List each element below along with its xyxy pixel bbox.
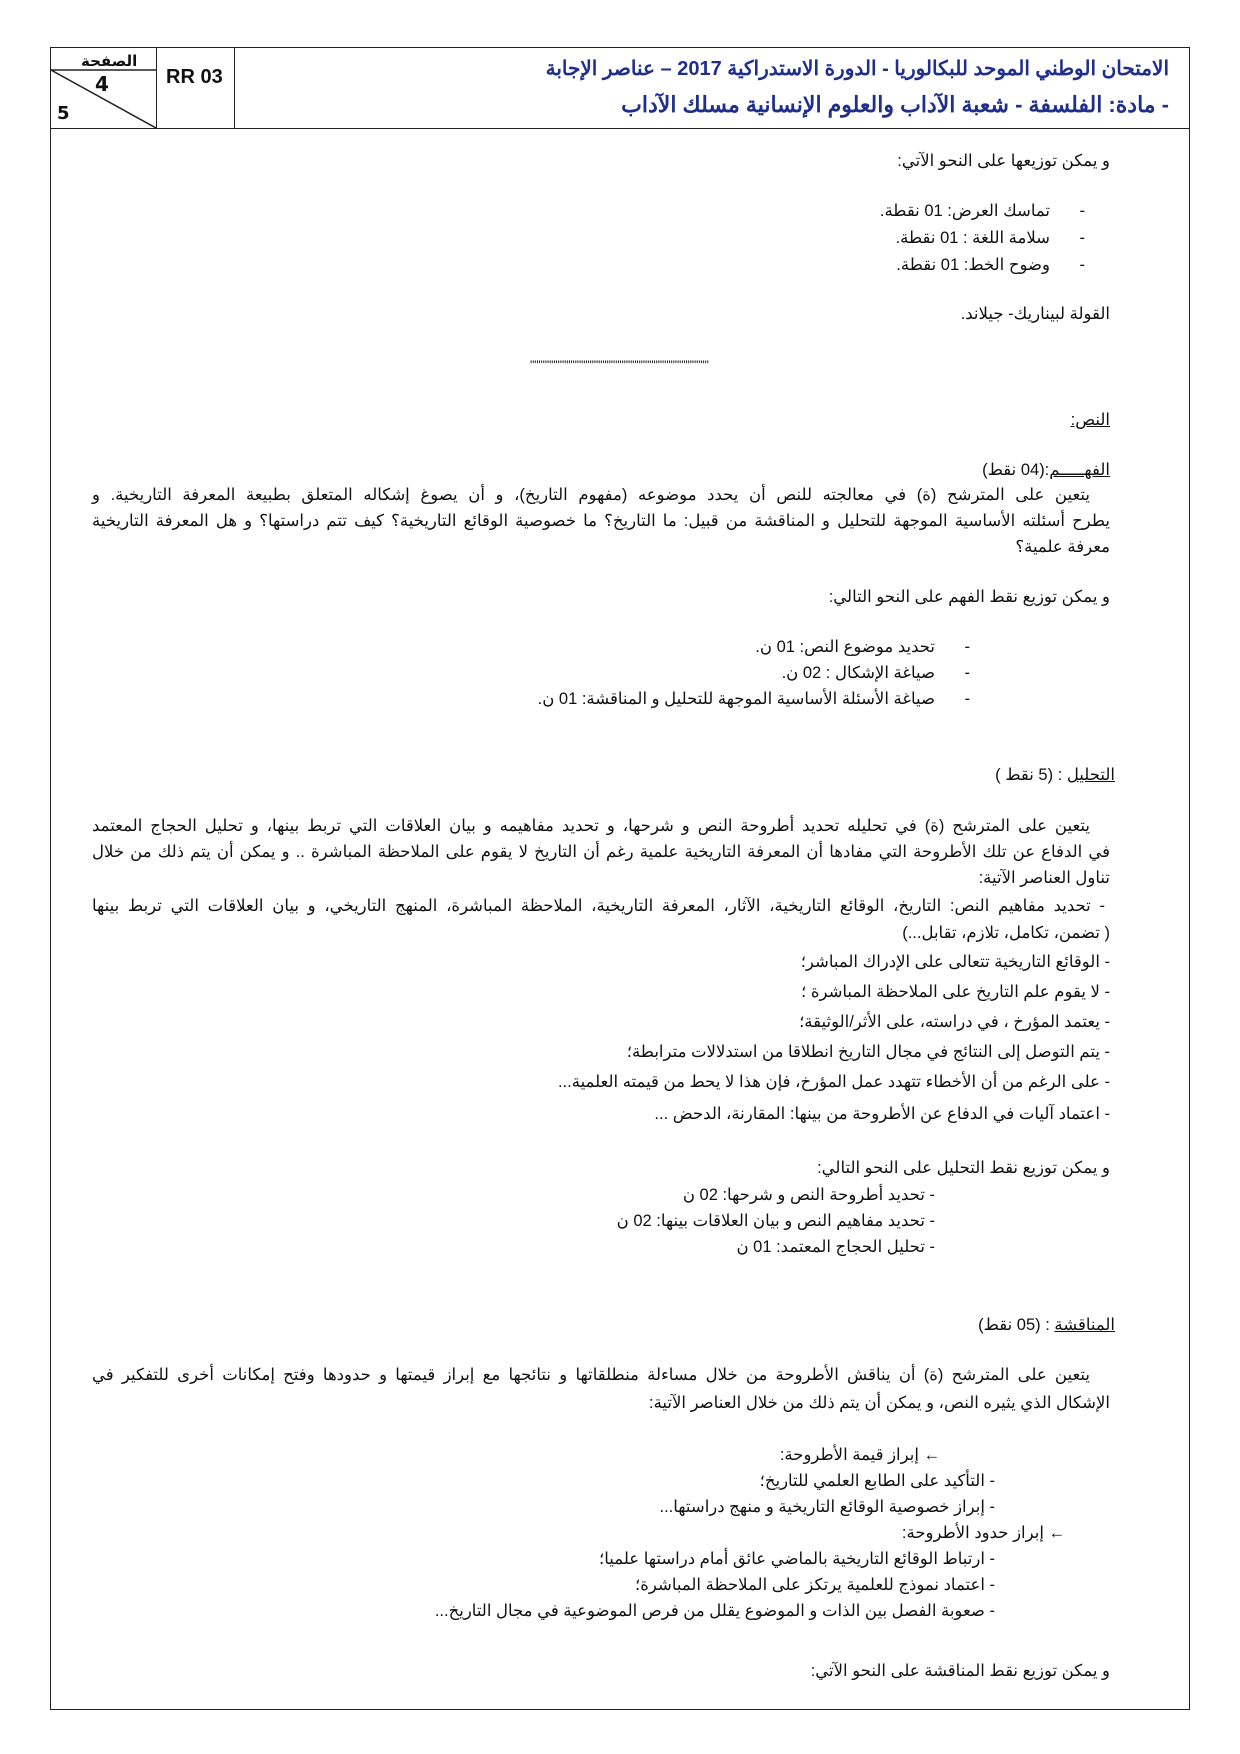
comprehension-para-line: يتعين على المترشح (ة) في معالجته للنص أن يحدد موضوعه (مفهوم التاريخ)، و أن يصوغ إشكاله المتعلق بطبيعة المعرفة التاريخية. و [92,486,1090,504]
intro-item: تماسك العرض: 01 نقطة. [879,202,1050,220]
analysis-item: - تحليل الحجاج المعتمد: 01 ن [736,1238,935,1256]
comprehension-para-line: معرفة علمية؟ [1015,538,1110,556]
analysis-para-line: في الدفاع عن تلك الأطروحة التي مفادها أن المعرفة التاريخية علمية رغم أن التاريخ لا يقوم على الملاحظة المباشرة .. و يمكن أن يتم ذلك من خلال [92,843,1110,861]
text-section-title: النص: [1070,411,1110,429]
comprehension-item-bullet: - [964,690,970,708]
analysis-bullet: - لا يقوم علم التاريخ على الملاحظة المباشرة ؛ [801,983,1110,1001]
comprehension-item-bullet: - [964,638,970,656]
analysis-bullet: - الوقائع التاريخية تتعالى على الإدراك المباشر؛ [800,953,1110,971]
value-item: - التأكيد على الطابع العلمي للتاريخ؛ [759,1472,995,1490]
comprehension-item: صياغة الأسئلة الأساسية الموجهة للتحليل و المناقشة: 01 ن. [537,690,935,708]
discussion-heading [978,1314,1115,1336]
analysis-bullet: - على الرغم من أن الأخطاء تتهدد عمل المؤرخ، فإن هذا لا يحط من قيمته العلمية... [557,1073,1110,1091]
limits-item: - اعتماد نموذج للعلمية يرتكز على الملاحظة المباشرة؛ [635,1576,995,1594]
intro-distribution-line: و يمكن توزيعها على النحو الآتي: [897,152,1110,170]
analysis-heading [995,764,1115,786]
intro-item-bullet: - [1079,256,1085,274]
analysis-bullet: ( تضمن، تكامل، تلازم، تقابل...) [902,924,1110,942]
discussion-title: المناقشة [1054,1316,1115,1334]
limits-item: - صعوبة الفصل بين الذات و الموضوع يقلل من فرص الموضوعية في مجال التاريخ... [434,1602,995,1620]
analysis-para-line: تناول العناصر الآتية: [978,869,1110,887]
value-heading: ← إبراز قيمة الأطروحة: [779,1446,940,1464]
exam-title: الامتحان الوطني الموحد للبكالوريا - الدورة الاستدراكية 2017 – عناصر الإجابة [545,58,1169,80]
discussion-para-line: يتعين على المترشح (ة) أن يناقش الأطروحة من خلال مساءلة منطلقاتها و نتائجها مع إبراز قيمتها و حدودها وفتح إمكانات أخرى للتفكير في [92,1366,1091,1384]
value-item: - إبراز خصوصية الوقائع التاريخية و منهج دراستها... [659,1498,995,1516]
comprehension-item-bullet: - [964,664,970,682]
quote-attribution: القولة لبيناريك- جيلاند. [960,305,1110,323]
page-total: 5 [57,103,70,124]
comprehension-points: :(04 نقط) [982,461,1050,479]
intro-item: وضوح الخط: 01 نقطة. [896,256,1050,274]
intro-item-bullet: - [1079,202,1085,220]
analysis-para-line: يتعين على المترشح (ة) في تحليله تحديد أطروحة النص و شرحها، و تحديد مفاهيمه و بيان العلاقات التي تربط بينها، و تحليل الحجاج المعتمد [92,817,1090,835]
analysis-bullet: - يتم التوصل إلى النتائج في مجال التاريخ انطلاقا من استدلالات مترابطة؛ [626,1043,1110,1061]
exam-code: RR 03 [166,66,223,88]
analysis-title: التحليل [1066,766,1115,784]
analysis-bullet: - يعتمد المؤرخ ، في دراسته، على الأثر/الوثيقة؛ [799,1013,1110,1031]
analysis-distribution-line: و يمكن توزيع نقط التحليل على النحو التالي: [817,1159,1110,1177]
comprehension-item: صياغة الإشكال : 02 ن. [781,664,935,682]
comprehension-title: الفهـــــم [1049,461,1110,479]
analysis-bullet: - اعتماد آليات في الدفاع عن الأطروحة من بينها: المقارنة، الدحض ... [654,1105,1110,1123]
comprehension-heading [982,459,1110,481]
intro-item: سلامة اللغة : 01 نقطة. [895,229,1050,247]
discussion-points: : (05 نقط) [978,1316,1055,1334]
analysis-item: - تحديد أطروحة النص و شرحها: 02 ن [682,1186,935,1204]
comprehension-item: تحديد موضوع النص: 01 ن. [755,638,935,656]
comprehension-para-line: يطرح أسئلته الأساسية الموجهة للتحليل و المناقشة من قبيل: ما التاريخ؟ ما خصوصية الوقائع التاريخية؟ كيف تتم دراستها؟ و هل المعرفة التاريخية [92,512,1110,530]
analysis-item: - تحديد مفاهيم النص و بيان العلاقات بينها: 02 ن [616,1212,935,1230]
discussion-distribution-line: و يمكن توزيع نقط المناقشة على النحو الآتي: [810,1662,1110,1680]
discussion-para-line: الإشكال الذي يثيره النص، و يمكن أن يتم ذلك من خلال العناصر الآتية: [648,1394,1110,1412]
separator: """""""""""""""""""""""""""""""""""""""""" [530,358,709,372]
comprehension-distribution-line: و يمكن توزيع نقط الفهم على النحو التالي: [828,588,1110,606]
intro-item-bullet: - [1079,229,1085,247]
analysis-bullet: - تحديد مفاهيم النص: التاريخ، الوقائع التاريخية، الآثار، المعرفة التاريخية، الملاحظة المباشرة، المنهج التاريخي، و بيان العلاقات التي تربط بينها [92,897,1105,915]
page-current: 4 [95,72,109,96]
subject-title: - مادة: الفلسفة - شعبة الآداب والعلوم الإنسانية مسلك الآداب [621,92,1169,117]
analysis-points: : (5 نقط ) [995,766,1067,784]
page-label: الصفحة [81,52,138,70]
limits-item: - ارتباط الوقائع التاريخية بالماضي عائق أمام دراستها علميا؛ [599,1550,995,1568]
limits-heading: ← إبراز حدود الأطروحة: [901,1524,1065,1542]
